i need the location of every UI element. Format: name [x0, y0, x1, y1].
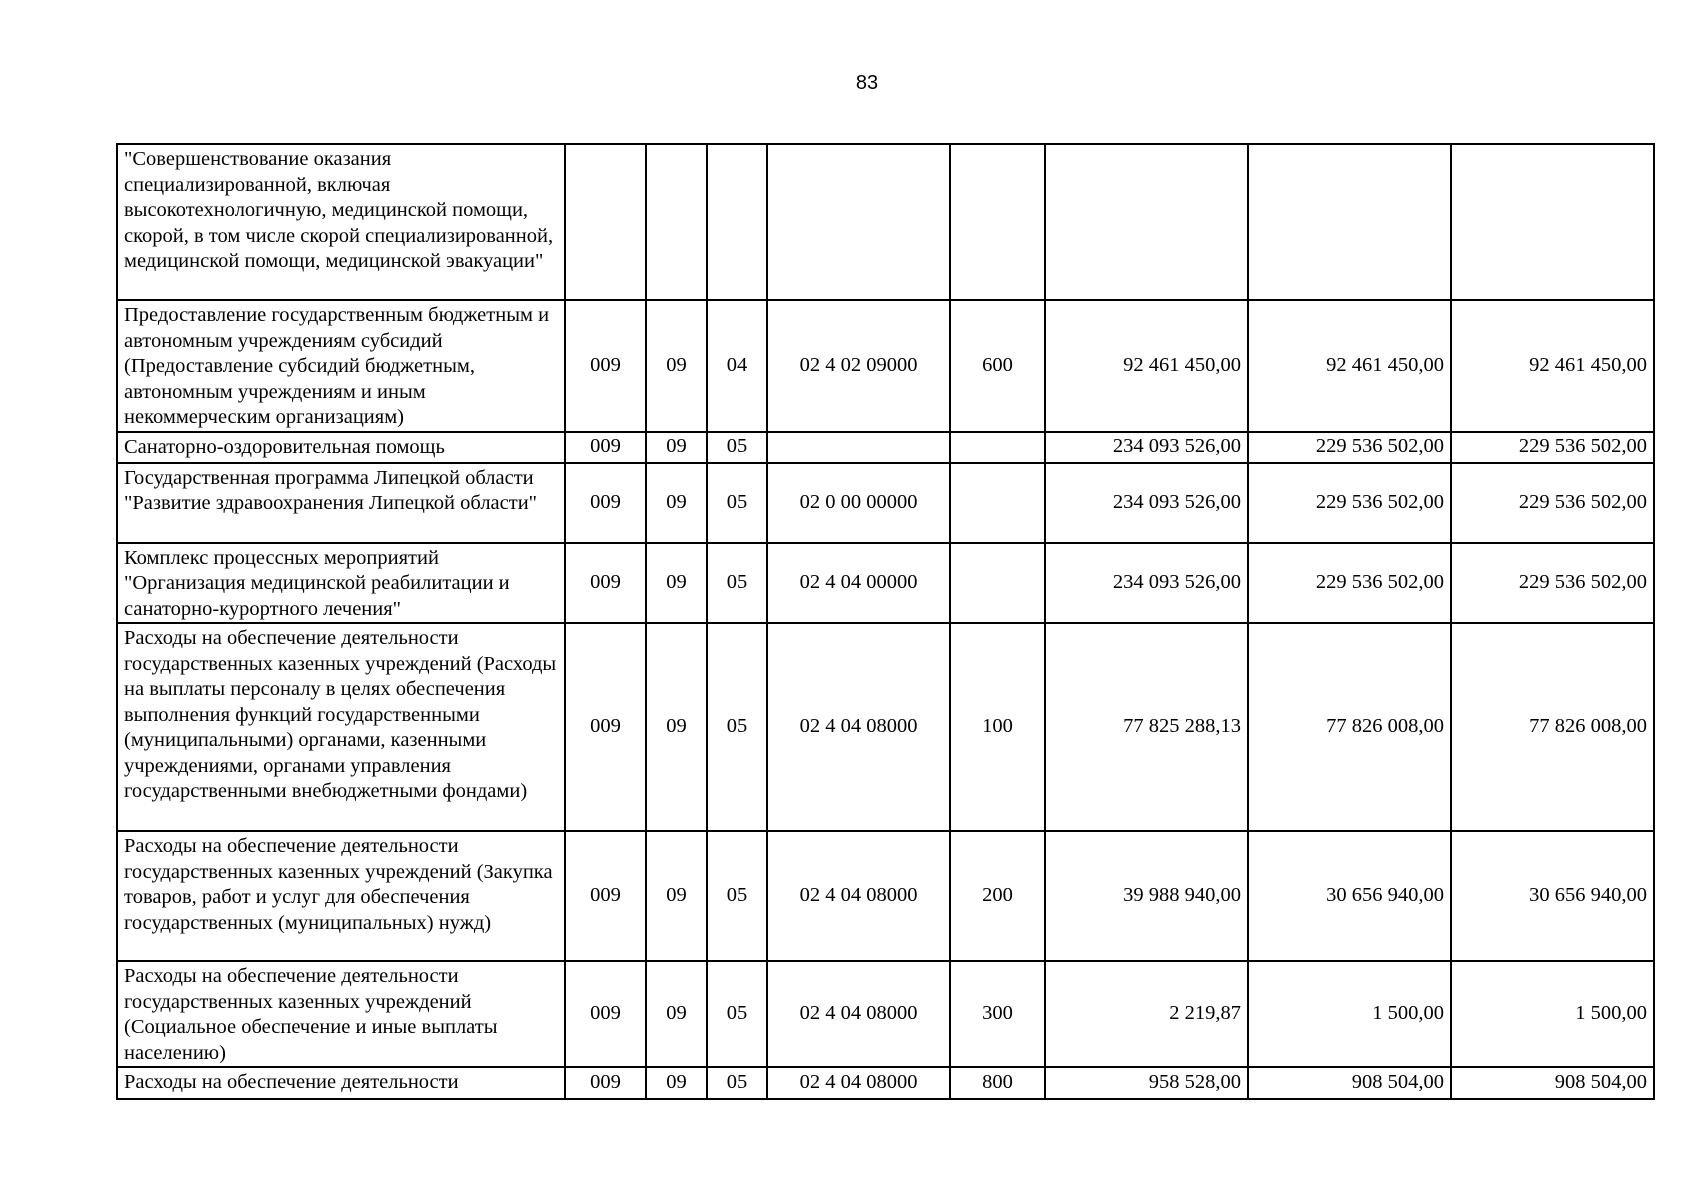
- section-code: 09: [646, 300, 707, 432]
- table-row: [117, 543, 1654, 624]
- amount-year-3: 77 826 008,00: [1451, 623, 1654, 831]
- section-code: 09: [646, 623, 707, 831]
- expense-type-code: [950, 432, 1045, 463]
- table-row: [117, 623, 1654, 831]
- target-item-code: 02 4 04 08000: [767, 623, 950, 831]
- section-code: 09: [646, 961, 707, 1067]
- target-item-code: 02 4 04 00000: [767, 543, 950, 624]
- department-code: 009: [565, 623, 646, 831]
- table-row: [117, 831, 1654, 961]
- department-code: 009: [565, 300, 646, 432]
- amount-year-3: 30 656 940,00: [1451, 831, 1654, 961]
- row-description: Расходы на обеспечение деятельности государственных казенных учреждений (Закупка товаров, работ и услуг для обеспечения государственных (муниципальных) нужд): [117, 831, 565, 961]
- expense-type-code: 300: [950, 961, 1045, 1067]
- section-code: 09: [646, 463, 707, 543]
- expense-type-code: [950, 144, 1045, 300]
- row-description: Санаторно-оздоровительная помощь: [117, 432, 565, 463]
- amount-year-2: [1248, 144, 1451, 300]
- amount-year-2: 229 536 502,00: [1248, 432, 1451, 463]
- section-code: [646, 144, 707, 300]
- table-row: [117, 432, 1654, 463]
- amount-year-2: 77 826 008,00: [1248, 623, 1451, 831]
- department-code: 009: [565, 432, 646, 463]
- target-item-code: [767, 144, 950, 300]
- department-code: 009: [565, 463, 646, 543]
- section-code: 09: [646, 543, 707, 624]
- amount-year-3: 1 500,00: [1451, 961, 1654, 1067]
- department-code: 009: [565, 543, 646, 624]
- expense-type-code: 100: [950, 623, 1045, 831]
- row-description: Предоставление государственным бюджетным и автономным учреждениям субсидий (Предоставление субсидий бюджетным, автономным учреждениям и иным некоммерческим организациям): [117, 300, 565, 432]
- amount-year-3: 92 461 450,00: [1451, 300, 1654, 432]
- department-code: 009: [565, 831, 646, 961]
- amount-year-1: 2 219,87: [1045, 961, 1248, 1067]
- subsection-code: 05: [707, 463, 767, 543]
- subsection-code: 05: [707, 543, 767, 624]
- target-item-code: [767, 432, 950, 463]
- amount-year-2: 229 536 502,00: [1248, 463, 1451, 543]
- amount-year-3: 229 536 502,00: [1451, 463, 1654, 543]
- amount-year-2: 30 656 940,00: [1248, 831, 1451, 961]
- subsection-code: [707, 144, 767, 300]
- subsection-code: 05: [707, 1067, 767, 1099]
- table-row: [117, 144, 1654, 300]
- table-row: [117, 463, 1654, 543]
- subsection-code: 05: [707, 961, 767, 1067]
- amount-year-2: 92 461 450,00: [1248, 300, 1451, 432]
- amount-year-1: 39 988 940,00: [1045, 831, 1248, 961]
- row-description: Расходы на обеспечение деятельности государственных казенных учреждений (Расходы на выплаты персоналу в целях обеспечения выполнения функций государственными (муниципальными) органами, казенными учреждениями, органами управления государственными внебюджетными фондами): [117, 623, 565, 831]
- table-row: [117, 1067, 1654, 1099]
- budget-table: [116, 143, 1655, 1100]
- subsection-code: 05: [707, 831, 767, 961]
- row-description: "Совершенствование оказания специализированной, включая высокотехнологичную, медицинской помощи, скорой, в том числе скорой специализированной, медицинской помощи, медицинской эвакуации": [117, 144, 565, 300]
- table-row: [117, 961, 1654, 1067]
- amount-year-1: 234 093 526,00: [1045, 543, 1248, 624]
- expense-type-code: 600: [950, 300, 1045, 432]
- target-item-code: 02 4 02 09000: [767, 300, 950, 432]
- amount-year-3: 908 504,00: [1451, 1067, 1654, 1099]
- page-number: 83: [855, 72, 879, 94]
- expense-type-code: [950, 543, 1045, 624]
- row-description: Государственная программа Липецкой области "Развитие здравоохранения Липецкой области": [117, 463, 565, 543]
- amount-year-1: 234 093 526,00: [1045, 463, 1248, 543]
- department-code: [565, 144, 646, 300]
- amount-year-1: 92 461 450,00: [1045, 300, 1248, 432]
- section-code: 09: [646, 432, 707, 463]
- row-description: Комплекс процессных мероприятий "Организация медицинской реабилитации и санаторно-курортного лечения": [117, 543, 565, 624]
- target-item-code: 02 4 04 08000: [767, 831, 950, 961]
- expense-type-code: 800: [950, 1067, 1045, 1099]
- subsection-code: 04: [707, 300, 767, 432]
- target-item-code: 02 4 04 08000: [767, 1067, 950, 1099]
- target-item-code: 02 0 00 00000: [767, 463, 950, 543]
- amount-year-3: [1451, 144, 1654, 300]
- row-description: Расходы на обеспечение деятельности государственных казенных учреждений (Социальное обеспечение и иные выплаты населению): [117, 961, 565, 1067]
- target-item-code: 02 4 04 08000: [767, 961, 950, 1067]
- expense-type-code: [950, 463, 1045, 543]
- amount-year-1: [1045, 144, 1248, 300]
- amount-year-3: 229 536 502,00: [1451, 432, 1654, 463]
- amount-year-3: 229 536 502,00: [1451, 543, 1654, 624]
- subsection-code: 05: [707, 623, 767, 831]
- amount-year-2: 1 500,00: [1248, 961, 1451, 1067]
- department-code: 009: [565, 961, 646, 1067]
- amount-year-2: 229 536 502,00: [1248, 543, 1451, 624]
- row-description: Расходы на обеспечение деятельности: [117, 1067, 565, 1099]
- amount-year-2: 908 504,00: [1248, 1067, 1451, 1099]
- table-row: [117, 300, 1654, 432]
- department-code: 009: [565, 1067, 646, 1099]
- section-code: 09: [646, 831, 707, 961]
- amount-year-1: 234 093 526,00: [1045, 432, 1248, 463]
- subsection-code: 05: [707, 432, 767, 463]
- amount-year-1: 77 825 288,13: [1045, 623, 1248, 831]
- section-code: 09: [646, 1067, 707, 1099]
- amount-year-1: 958 528,00: [1045, 1067, 1248, 1099]
- expense-type-code: 200: [950, 831, 1045, 961]
